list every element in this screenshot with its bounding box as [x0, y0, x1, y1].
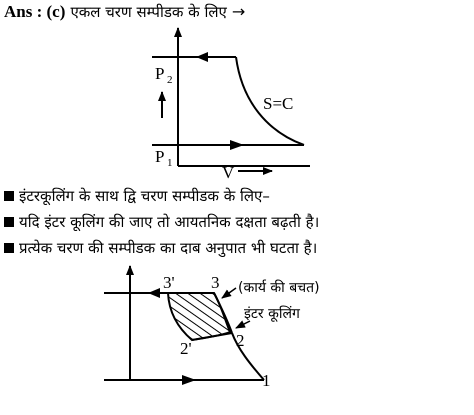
- bullet-text: यदि इंटर कूलिंग की जाए तो आयतनिक दक्षता बढ़ती है।: [19, 213, 320, 231]
- right-arrow-icon: →: [231, 2, 246, 21]
- point-3-label: 3: [211, 273, 220, 292]
- square-bullet-icon: [4, 191, 14, 201]
- bullet-item: [4, 183, 472, 209]
- point-3prime-label: 3': [163, 273, 175, 292]
- arrow-bottom-right-icon: [182, 375, 196, 385]
- answer-text: एकल चरण सम्पीडक के लिए: [70, 3, 227, 21]
- arrow-top-left-icon: [148, 288, 160, 298]
- bullet-text: इंटरकूलिंग के साथ द्वि चरण सम्पीडक के लिए–: [19, 187, 270, 205]
- curve-label: S=C: [263, 94, 294, 113]
- saving-pointer: [222, 288, 236, 298]
- arrow-p1-right-icon: [230, 140, 244, 150]
- intercooling-label: इंटर कूलिंग: [244, 306, 300, 322]
- bullet-text: प्रत्येक चरण की सम्पीडक का दाब अनुपात भी घटता है।: [19, 239, 318, 257]
- saved-work-hatched-area: [168, 293, 230, 340]
- p2-subscript: 2: [167, 74, 173, 86]
- point-2prime-label: 2': [180, 339, 192, 358]
- v-label: V: [222, 163, 235, 182]
- square-bullet-icon: [4, 217, 14, 227]
- square-bullet-icon: [4, 243, 14, 253]
- p1-subscript: 1: [167, 157, 173, 169]
- answer-label: Ans : (c): [4, 2, 66, 21]
- bullet-item: [4, 235, 472, 261]
- bullet-item: [4, 209, 472, 235]
- point-1-label: 1: [262, 371, 271, 390]
- bullet-list: [4, 183, 472, 261]
- p1-label: P: [155, 147, 165, 166]
- p2-label: P: [155, 64, 165, 83]
- intercooling-pointer: [236, 321, 250, 328]
- arrow-p2-left-icon: [196, 52, 208, 62]
- work-saving-label: (कार्य की बचत): [238, 280, 320, 296]
- point-2-label: 2: [236, 331, 245, 350]
- single-stage-pv-diagram: [152, 28, 310, 182]
- two-stage-pv-diagram: [104, 266, 320, 390]
